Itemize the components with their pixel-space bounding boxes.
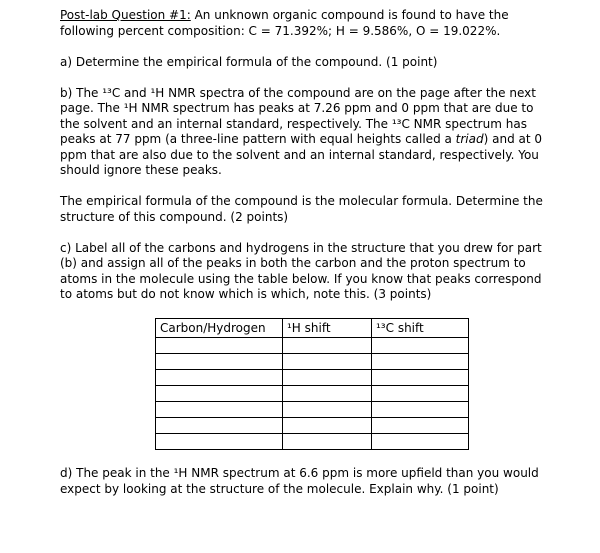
table-empty-cell: [156, 418, 283, 434]
part-c-paragraph: c) Label all of the carbons and hydrogens in the structure that you drew for part (b) and assign all of the peaks in both the carbon and the proton spectrum to atoms in the molecule using the table below. If you know that peaks correspond to atoms but do not know which is which, note this. (3 points): [60, 240, 542, 301]
table-empty-cell: [283, 434, 372, 450]
column-header-carbon-hydrogen: Carbon/Hydrogen: [156, 319, 283, 338]
intro-text: An unknown organic compound is found to have the following percent composition: C = 71.392%; H = 9.586%, O = 19.022%.: [60, 8, 509, 38]
question-title: Post-lab Question #1:: [60, 8, 191, 22]
table-empty-cell: [156, 402, 283, 418]
table-row: [156, 354, 469, 370]
part-b-paragraph: [60, 86, 547, 179]
table-empty-cell: [283, 370, 372, 386]
table-empty-cell: [372, 370, 469, 386]
part-b-text-1: b) The ¹³C and ¹H NMR spectra of the compound are on the page after the next page. The ¹H NMR spectrum has peaks at 7.26 ppm and 0 ppm that are due to the solvent and an internal standard, respectively. The ¹³C NMR spectrum has peaks at 77 ppm (a three-line pattern with equal heights called a: [60, 85, 536, 146]
part-d-paragraph: d) The peak in the ¹H NMR spectrum at 6.6 ppm is more upfield than you would expect by looking at the structure of the molecule. Explain why. (1 point): [60, 466, 539, 496]
column-header-13c-shift: ¹³C shift: [372, 319, 469, 338]
table-empty-cell: [283, 418, 372, 434]
table-empty-cell: [283, 354, 372, 370]
table-empty-cell: [372, 402, 469, 418]
table-row: [156, 402, 469, 418]
table-header-row: [156, 319, 469, 338]
table-row: [156, 386, 469, 402]
table-row: [156, 370, 469, 386]
table-empty-cell: [283, 338, 372, 354]
table-row: [156, 418, 469, 434]
table-empty-cell: [156, 338, 283, 354]
column-header-1h-shift: ¹H shift: [283, 319, 372, 338]
table-empty-cell: [372, 338, 469, 354]
shift-table-body: [156, 338, 469, 450]
part-b-italic-word: triad: [455, 132, 484, 146]
table-empty-cell: [156, 370, 283, 386]
table-empty-cell: [283, 386, 372, 402]
table-empty-cell: [372, 418, 469, 434]
part-b-text-2: ) and at 0 ppm that are also due to the solvent and an internal standard, respectively. You should ignore these peaks.: [60, 132, 543, 177]
table-empty-cell: [156, 386, 283, 402]
table-empty-cell: [372, 354, 469, 370]
shift-table: [155, 318, 469, 450]
table-empty-cell: [283, 402, 372, 418]
table-row: [156, 338, 469, 354]
intro-paragraph: [60, 8, 547, 39]
table-empty-cell: [372, 434, 469, 450]
table-row: [156, 434, 469, 450]
table-empty-cell: [372, 386, 469, 402]
table-empty-cell: [156, 434, 283, 450]
table-empty-cell: [156, 354, 283, 370]
part-a-paragraph: a) Determine the empirical formula of the compound. (1 point): [60, 54, 438, 69]
empirical-formula-note: The empirical formula of the compound is the molecular formula. Determine the structure of this compound. (2 points): [60, 194, 543, 224]
